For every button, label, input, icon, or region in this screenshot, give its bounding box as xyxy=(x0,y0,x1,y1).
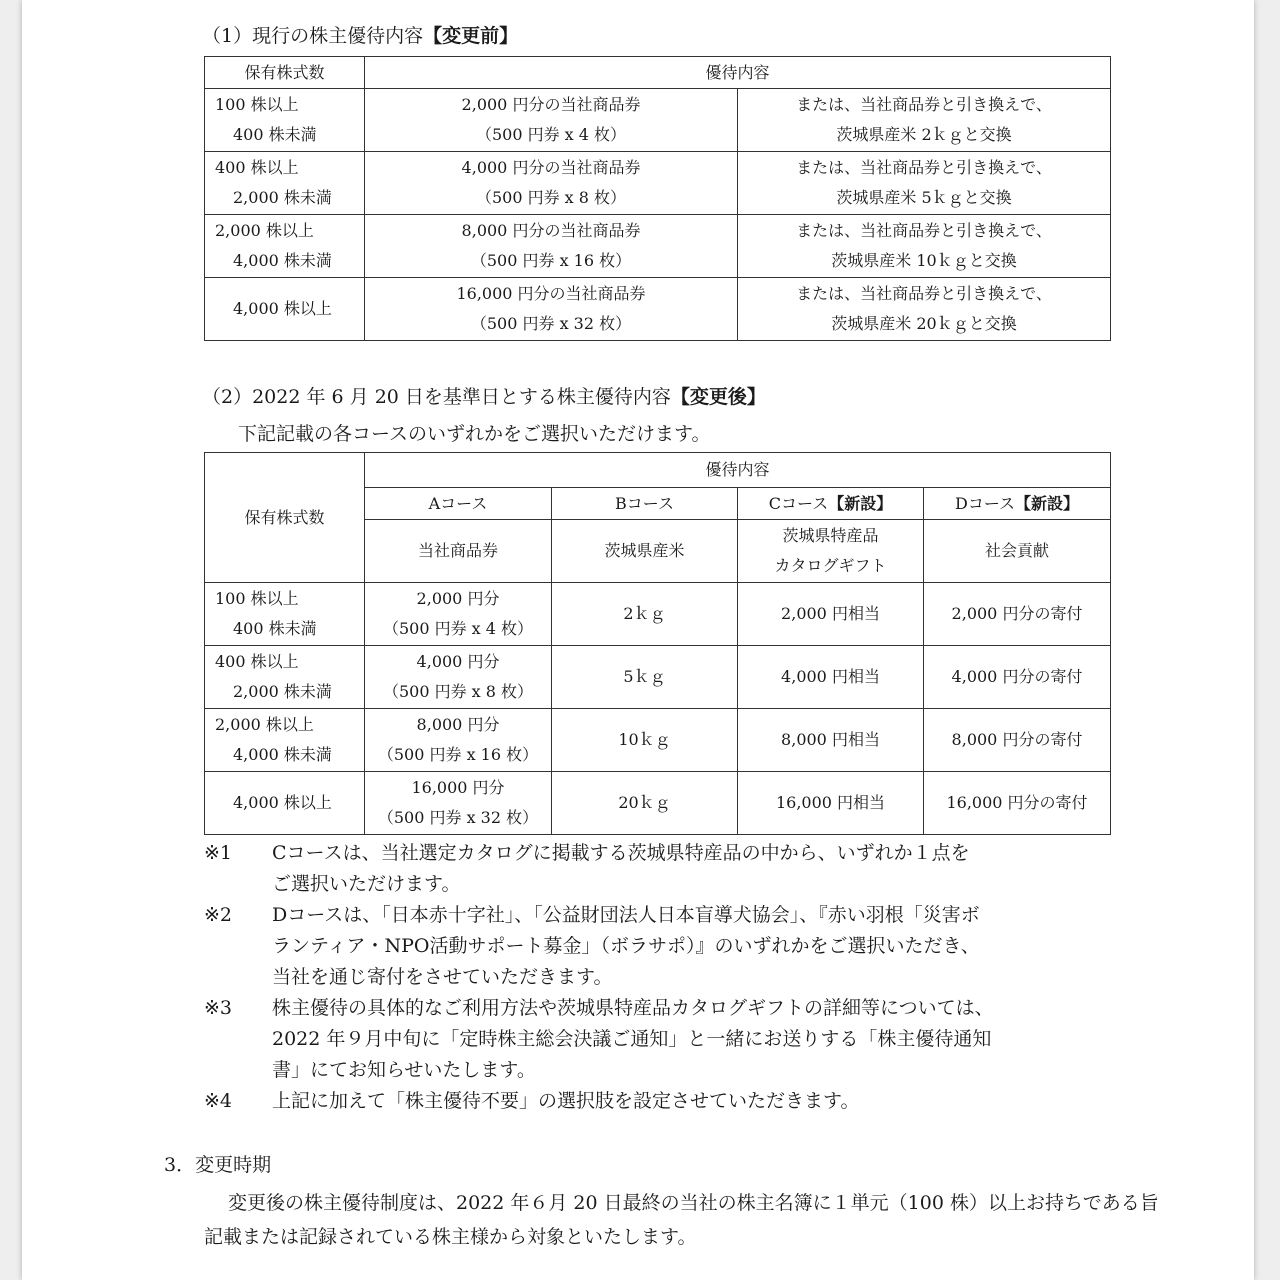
shares-cell xyxy=(205,215,365,278)
notes-list xyxy=(204,838,1164,1117)
course-d-cell: 16,000 円分の寄付 xyxy=(924,772,1111,835)
shares-max: 2,000 株未満 xyxy=(233,188,332,207)
section1-heading-text: （1）現行の株主優待内容 xyxy=(202,25,424,47)
voucher-detail: （500 円券 x 4 枚） xyxy=(475,125,627,144)
note-mark: ※1 xyxy=(204,842,233,864)
course-b-cell: 20ｋｇ xyxy=(552,772,738,835)
voucher-detail: （500 円券 x 16 枚） xyxy=(470,251,632,270)
new-badge: 【新設】 xyxy=(828,493,893,513)
table-row xyxy=(205,583,1111,646)
rice-amount: 茨城県産米 5ｋｇと交換 xyxy=(836,188,1012,207)
note-mark: ※4 xyxy=(204,1090,233,1112)
voucher-detail: （500 円券 x 8 枚） xyxy=(475,188,627,207)
course-d-cell: 8,000 円分の寄付 xyxy=(924,709,1111,772)
voucher-cell xyxy=(365,89,738,152)
shares-max: 400 株未満 xyxy=(233,619,317,638)
course-a-cell xyxy=(365,772,552,835)
table-row xyxy=(205,152,1111,215)
section1-heading-bold: 【変更前】 xyxy=(423,25,519,47)
note-text: 上記に加えて「株主優待不要」の選択肢を設定させていただきます。 xyxy=(272,1090,860,1112)
table-row xyxy=(205,709,1111,772)
shares-min: 4,000 株以上 xyxy=(233,793,332,812)
shares-cell xyxy=(205,278,365,341)
voucher-cell xyxy=(365,215,738,278)
note-mark: ※3 xyxy=(204,997,233,1019)
voucher-detail: （500 円券 x 32 枚） xyxy=(470,314,632,333)
course-a-desc: 当社商品券 xyxy=(365,520,552,583)
shares-cell xyxy=(205,772,365,835)
rice-amount: 茨城県産米 2ｋｇと交換 xyxy=(836,125,1012,144)
course-b-cell: 5ｋｇ xyxy=(552,646,738,709)
shares-cell xyxy=(205,646,365,709)
new-badge: 【新設】 xyxy=(1015,493,1080,513)
course-b-desc: 茨城県産米 xyxy=(552,520,738,583)
current-benefits-table xyxy=(204,56,1111,341)
voucher-amount: 4,000 円分の当社商品券 xyxy=(461,158,641,177)
table-row xyxy=(205,89,1111,152)
course-d-cell: 4,000 円分の寄付 xyxy=(924,646,1111,709)
course-a-cell xyxy=(365,646,552,709)
course-d-label: Dコース xyxy=(954,493,1016,513)
shares-min: 100 株以上 xyxy=(215,589,299,608)
shares-min: 400 株以上 xyxy=(215,652,299,671)
header-shares: 保有株式数 xyxy=(205,57,365,89)
voucher-detail: （500 円券 x 32 枚） xyxy=(377,808,539,827)
course-d-header xyxy=(924,488,1111,520)
course-b-cell: 10ｋｇ xyxy=(552,709,738,772)
shares-max: 400 株未満 xyxy=(233,125,317,144)
new-benefits-table xyxy=(204,452,1111,835)
note-text: Dコースは、「日本赤十字社」、「公益財団法人日本盲導犬協会」、『赤い羽根「災害ボ ランティア・NPO活動サポート募金」（ボラサポ）』のいずれかをご選択いただき、 当社を通じ寄付をさせていただきます。 xyxy=(272,904,980,988)
course-c-cell: 2,000 円相当 xyxy=(738,583,924,646)
table-row xyxy=(205,646,1111,709)
table-header-row xyxy=(205,453,1111,488)
rice-cell xyxy=(738,89,1111,152)
note-mark: ※2 xyxy=(204,904,233,926)
header-benefit: 優待内容 xyxy=(365,57,1111,89)
table-row xyxy=(205,278,1111,341)
course-c-cell: 16,000 円相当 xyxy=(738,772,924,835)
rice-alt: または、当社商品券と引き換えで、 xyxy=(796,284,1052,303)
voucher-amount: 4,000 円分 xyxy=(416,652,500,671)
shares-min: 2,000 株以上 xyxy=(215,715,314,734)
course-d-desc: 社会貢献 xyxy=(924,520,1111,583)
shares-min: 100 株以上 xyxy=(215,95,299,114)
shares-max: 4,000 株未満 xyxy=(233,745,332,764)
shares-cell xyxy=(205,89,365,152)
shares-min: 400 株以上 xyxy=(215,158,299,177)
header-shares: 保有株式数 xyxy=(205,453,365,583)
rice-alt: または、当社商品券と引き換えで、 xyxy=(796,221,1052,240)
course-c-label: Cコース xyxy=(768,493,829,513)
course-c-desc-line2: カタログギフト xyxy=(774,556,887,575)
rice-amount: 茨城県産米 10ｋｇと交換 xyxy=(831,251,1017,270)
rice-amount: 茨城県産米 20ｋｇと交換 xyxy=(831,314,1017,333)
shares-min: 4,000 株以上 xyxy=(233,299,332,318)
course-c-header xyxy=(738,488,924,520)
voucher-amount: 16,000 円分の当社商品券 xyxy=(456,284,646,303)
course-c-desc xyxy=(738,520,924,583)
rice-cell xyxy=(738,152,1111,215)
header-benefit: 優待内容 xyxy=(365,453,1111,488)
section1-heading xyxy=(202,23,518,49)
course-c-desc-line1: 茨城県特産品 xyxy=(782,526,879,545)
note-text: Cコースは、当社選定カタログに掲載する茨城県特産品の中から、いずれか１点を ご選択いただけます。 xyxy=(272,842,970,895)
section2-heading-text: （2）2022 年 6 月 20 日を基準日とする株主優待内容 xyxy=(202,386,671,408)
course-a-cell xyxy=(365,709,552,772)
voucher-detail: （500 円券 x 16 枚） xyxy=(377,745,539,764)
voucher-amount: 8,000 円分 xyxy=(416,715,500,734)
shares-cell xyxy=(205,583,365,646)
course-b-header: Bコース xyxy=(552,488,738,520)
shares-cell xyxy=(205,709,365,772)
voucher-amount: 2,000 円分の当社商品券 xyxy=(461,95,641,114)
course-a-header: Aコース xyxy=(365,488,552,520)
section2-heading-bold: 【変更後】 xyxy=(670,386,766,408)
table-row xyxy=(205,772,1111,835)
note-item xyxy=(204,993,1164,1086)
table-header-row xyxy=(205,57,1111,89)
voucher-amount: 16,000 円分 xyxy=(411,778,505,797)
course-b-cell: 2ｋｇ xyxy=(552,583,738,646)
note-text: 株主優待の具体的なご利用方法や茨城県特産品カタログギフトの詳細等については、 2022 年９月中旬に「定時株主総会決議ご通知」と一緒にお送りする「株主優待通知 書」にてお知らせいたします。 xyxy=(272,997,994,1081)
course-d-cell: 2,000 円分の寄付 xyxy=(924,583,1111,646)
voucher-cell xyxy=(365,152,738,215)
voucher-detail: （500 円券 x 8 枚） xyxy=(382,682,534,701)
shares-min: 2,000 株以上 xyxy=(215,221,314,240)
section3-body: 変更後の株主優待制度は、2022 年６月 20 日最終の当社の株主名簿に１単元（100 株）以上お持ちである旨記載または記録されている株主様から対象といたします。 xyxy=(204,1192,1159,1248)
voucher-amount: 2,000 円分 xyxy=(416,589,500,608)
note-item xyxy=(204,900,1164,993)
shares-max: 2,000 株未満 xyxy=(233,682,332,701)
table-row xyxy=(205,215,1111,278)
note-item xyxy=(204,838,1164,900)
voucher-cell xyxy=(365,278,738,341)
section2-subheading: 下記記載の各コースのいずれかをご選択いただけます。 xyxy=(238,423,711,445)
rice-cell xyxy=(738,278,1111,341)
rice-alt: または、当社商品券と引き換えで、 xyxy=(796,95,1052,114)
course-a-cell xyxy=(365,583,552,646)
rice-alt: または、当社商品券と引き換えで、 xyxy=(796,158,1052,177)
course-c-cell: 4,000 円相当 xyxy=(738,646,924,709)
shares-cell xyxy=(205,152,365,215)
section2-heading xyxy=(202,384,766,410)
document-page xyxy=(22,0,1254,1280)
course-c-cell: 8,000 円相当 xyxy=(738,709,924,772)
note-item xyxy=(204,1086,1164,1117)
voucher-amount: 8,000 円分の当社商品券 xyxy=(461,221,641,240)
rice-cell xyxy=(738,215,1111,278)
voucher-detail: （500 円券 x 4 枚） xyxy=(382,619,534,638)
section3-heading: 3．変更時期 xyxy=(164,1154,272,1176)
shares-max: 4,000 株未満 xyxy=(233,251,332,270)
